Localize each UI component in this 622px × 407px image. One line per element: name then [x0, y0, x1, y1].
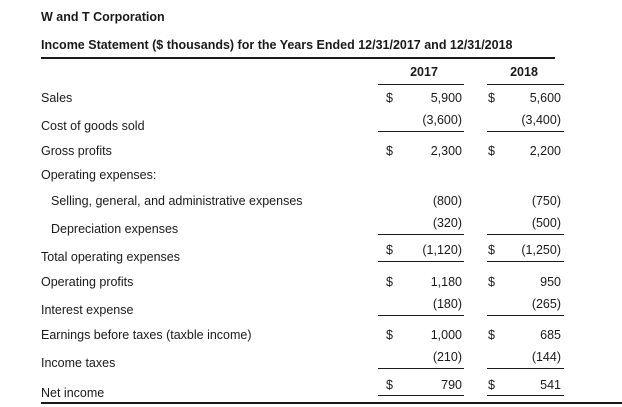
row-label-gross-profits: Gross profits [41, 144, 112, 158]
value-interest-expense-2017: (180) [432, 297, 462, 311]
value-net-income-2017: 790 [441, 378, 462, 392]
year-header-2018: 2018 [510, 65, 538, 79]
value-depreciation-2017: (320) [432, 216, 462, 230]
title-underline [41, 57, 555, 59]
dollar-sign-total-opex-2018: $ [488, 243, 495, 257]
value-cogs-2017: (3,600) [422, 113, 462, 127]
value-cogs-2018: (3,400) [521, 113, 561, 127]
dollar-sign-gross-2018: $ [488, 144, 495, 158]
subtotal-rule-total-opex-2018 [487, 261, 564, 262]
row-label-income-taxes: Income taxes [41, 356, 116, 370]
value-gross-profits-2017: 2,300 [430, 144, 462, 158]
subtotal-rule-taxes-2018 [487, 368, 564, 369]
dollar-sign-ebt-2017: $ [386, 328, 393, 342]
bottom-rule [41, 402, 622, 404]
value-earnings-before-taxes-2017: 1,000 [430, 328, 462, 342]
row-label-earnings-before-taxes: Earnings before taxes (taxble income) [41, 328, 252, 342]
dollar-sign-gross-2017: $ [386, 144, 393, 158]
dollar-sign-total-opex-2017: $ [386, 243, 393, 257]
net-income-double-underline-2018-top [487, 395, 564, 396]
subtotal-rule-interest-2018 [487, 315, 564, 316]
subtotal-rule-total-opex-2017 [378, 261, 464, 262]
subtotal-rule-cogs-2017 [378, 131, 464, 132]
value-operating-profits-2018: 950 [540, 275, 561, 289]
dollar-sign-sales-2018: $ [488, 91, 495, 105]
subtotal-rule-depreciation-2017 [378, 234, 464, 235]
row-label-sales: Sales [41, 91, 73, 105]
value-sga-2018: (750) [531, 194, 561, 208]
row-label-depreciation: Depreciation expenses [51, 222, 179, 236]
subtotal-rule-cogs-2018 [487, 131, 564, 132]
value-sales-2018: 5,600 [529, 91, 561, 105]
year-header-2017: 2017 [410, 65, 438, 79]
value-total-operating-expenses-2018: (1,250) [521, 243, 561, 257]
row-label-interest-expense: Interest expense [41, 303, 134, 317]
value-gross-profits-2018: 2,200 [529, 144, 561, 158]
year-header-rule-2017 [378, 84, 464, 85]
dollar-sign-net-income-2018: $ [488, 378, 495, 392]
dollar-sign-operating-profits-2018: $ [488, 275, 495, 289]
row-label-net-income: Net income [41, 386, 105, 400]
dollar-sign-net-income-2017: $ [386, 378, 393, 392]
row-label-sga: Selling, general, and administrative expenses [51, 194, 303, 208]
row-label-operating-profits: Operating profits [41, 275, 134, 289]
value-operating-profits-2017: 1,180 [430, 275, 462, 289]
value-income-taxes-2018: (144) [531, 350, 561, 364]
value-total-operating-expenses-2017: (1,120) [422, 243, 462, 257]
value-net-income-2018: 541 [540, 378, 561, 392]
statement-title: Income Statement ($ thousands) for the Years Ended 12/31/2017 and 12/31/2018 [41, 38, 513, 52]
subtotal-rule-depreciation-2018 [487, 234, 564, 235]
net-income-double-underline-2017-top [378, 395, 464, 396]
value-income-taxes-2017: (210) [432, 350, 462, 364]
value-sga-2017: (800) [432, 194, 462, 208]
subtotal-rule-taxes-2017 [378, 368, 464, 369]
subtotal-rule-interest-2017 [378, 315, 464, 316]
row-label-cogs: Cost of goods sold [41, 119, 145, 133]
value-depreciation-2018: (500) [531, 216, 561, 230]
company-name: W and T Corporation [41, 10, 165, 24]
value-earnings-before-taxes-2018: 685 [540, 328, 561, 342]
dollar-sign-operating-profits-2017: $ [386, 275, 393, 289]
value-interest-expense-2018: (265) [531, 297, 561, 311]
dollar-sign-sales-2017: $ [386, 91, 393, 105]
dollar-sign-ebt-2018: $ [488, 328, 495, 342]
row-label-total-operating-expenses: Total operating expenses [41, 250, 180, 264]
year-header-rule-2018 [487, 84, 564, 85]
value-sales-2017: 5,900 [430, 91, 462, 105]
row-label-operating-expenses-heading: Operating expenses: [41, 168, 157, 182]
